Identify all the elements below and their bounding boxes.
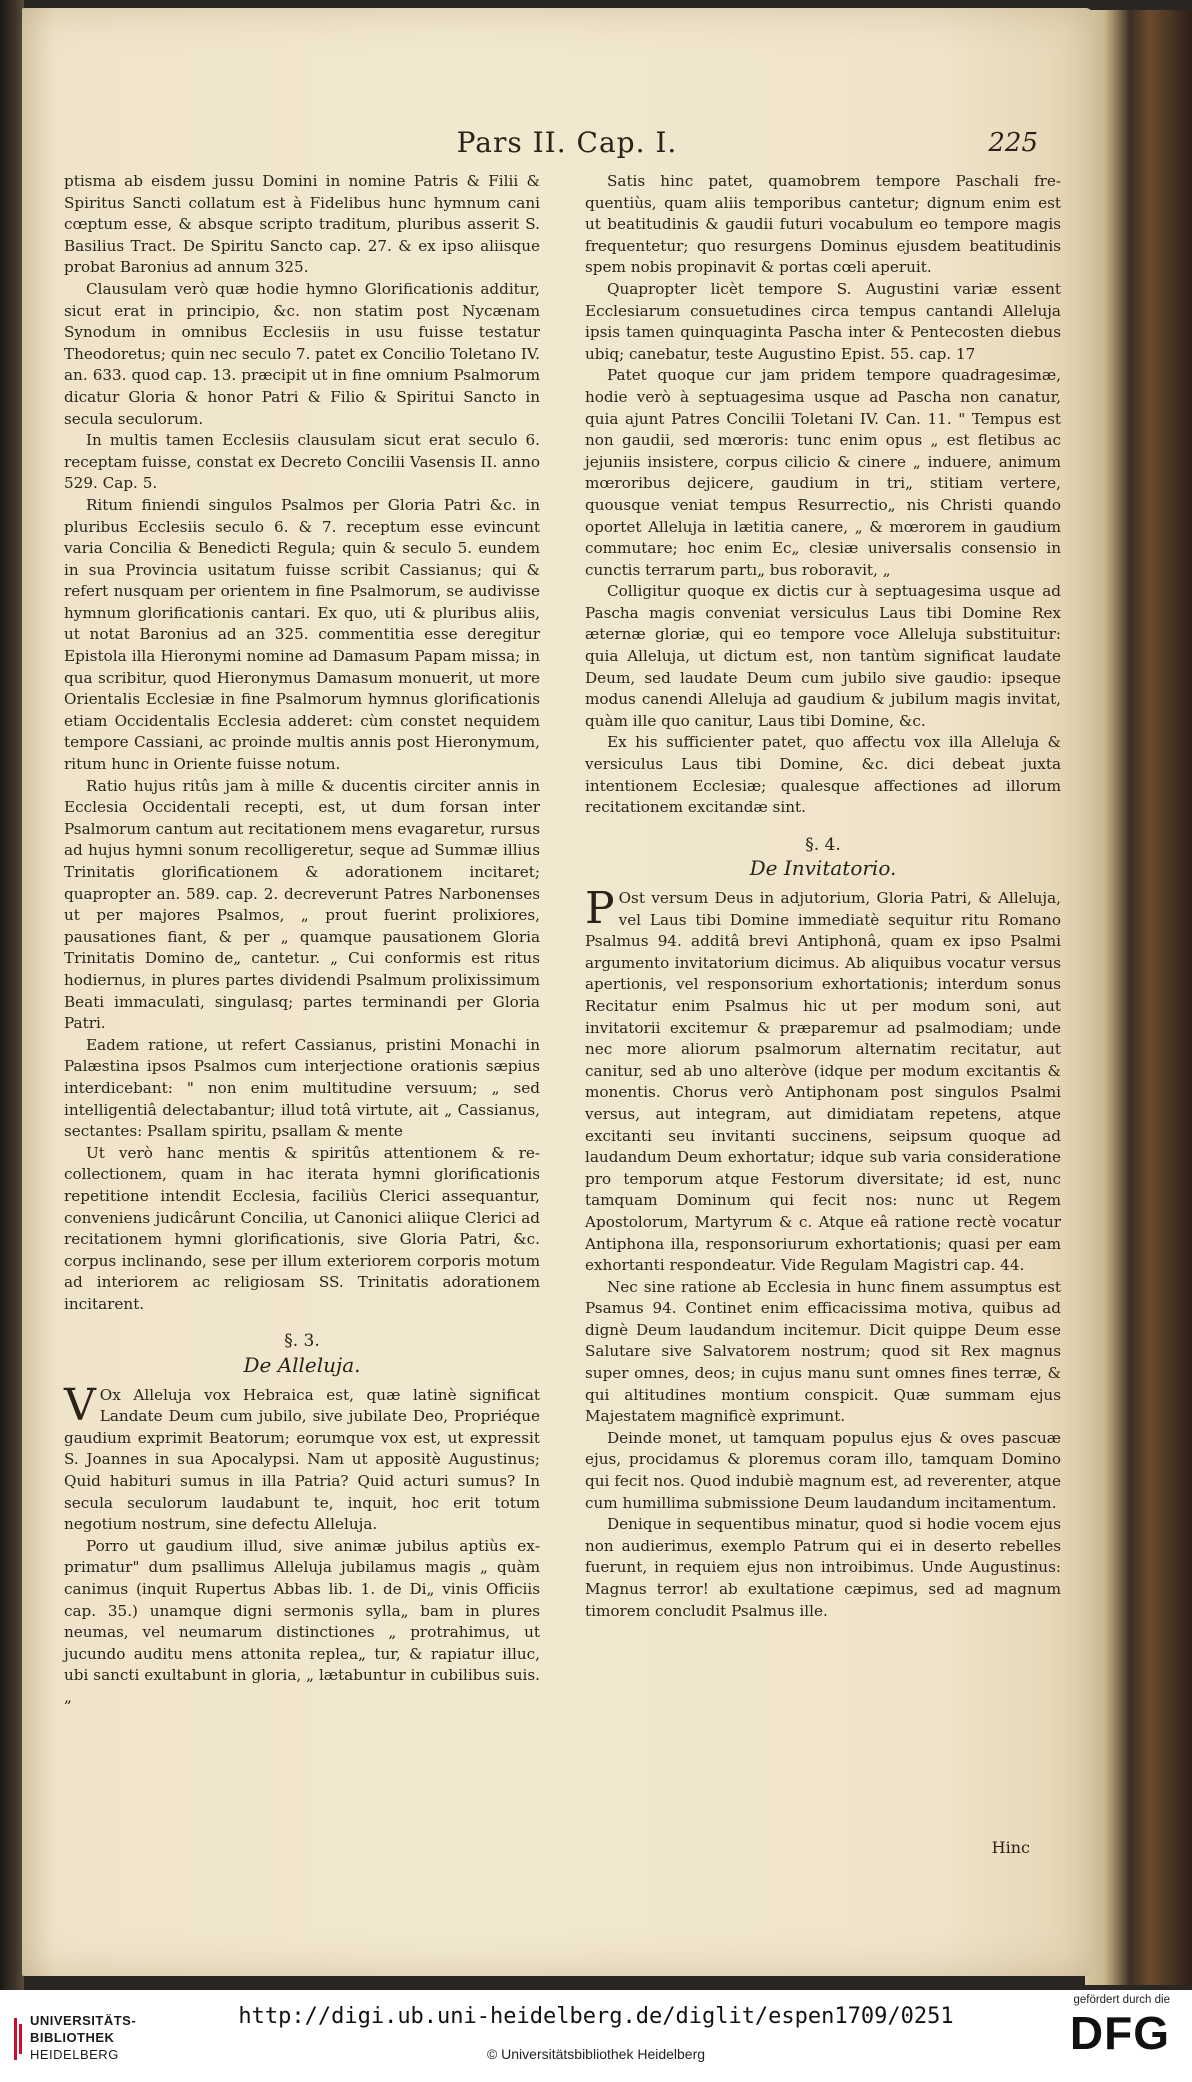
running-title: Pars II. Cap. I. [456, 126, 678, 159]
paragraph: Ratio hujus ritûs jam à mille & ducentis circiter annis in Ecclesia Occidentali recepti, est, ut dum forsan inter Psalmorum cantum aut recitationem mens evagaretur, rursus ad hujus hymni sonum recolligeretur, seque ad Summæ illius Trinitatis glorificationem & adorationem incitaret; quapropter an. 589. cap. 2. decreverunt Patres Narbonenses ut per majores Psalmos, „ prout fuerint prolixiores, pausationes fiant, & per „ quamque pausationem Gloria Trinitatis Domino de„ cantetur. „ Cui conformis est ritus hodiernus, in plures partes dividendi Psalmum prolixissimum Beati immaculati, singulasq; partes terminandi per Gloria Patri. [64, 776, 540, 1033]
running-head [82, 126, 1052, 166]
drop-cap: V [64, 1379, 96, 1431]
paragraph: Denique in sequentibus minatur, quod si hodie vocem ejus non audierimus, exemplo Patrum qui ei in deserto rebelles fuerunt, in requiem ejus non introibimus. Unde Augustinus: Magnus terror! ab exultatione cæpimus, sed ad magnum timorem concludit Psalmus ille. [585, 1515, 1061, 1620]
copyright-notice: © Universitätsbibliothek Heidelberg [486, 2046, 706, 2062]
paragraph: Porro ut gaudium illud, sive animæ jubilus aptiùs exprimatur" dum psallimus Alleluja jubilamus magis „ quàm canimus (inquit Rupertus Abbas lib. 1. de Di„ vinis Officiis cap. 35.) unamque digni sermonis sylla„ bam in plures neumas, vel neumarum distinctiones „ protrahimus, ut jucundo auditu mens attonita replea„ tur, & rapiatur illuc, ubi sancti exultabunt in gloria, „ lætabuntur in cubilibus suis. „ [64, 1536, 540, 1706]
catchword: Hinc [991, 1838, 1030, 1857]
paragraph: Patet quoque cur jam pridem tempore quadragesimæ, hodie verò à septuagesima usque ad Pascha non canatur, quia ajunt Patres Concilii Toletani IV. Can. 11. " Tempus est non gaudii, sed mœroris: tunc enim opus „ est fletibus ac jejuniis insistere, corpus cilicio & cinere „ induere, animum mœroribus dejicere, gaudium in tri„ stitiam vertere, quousque veniat tempus Resurrectio„ nis Christi quando oportet Alleluja in lætitia canere, „ & mœrorem in gaudium commutare; hoc enim Ec„ clesiæ universalis consensio in cunctis terrarum partı„ bus roboravit, „ [585, 366, 1061, 579]
paragraph-text: Ox Alleluja vox Hebraica est, quæ latinè significat Landate Deum cum jubilo, sive jubilate Deo, Propriéque gaudium exprimit Beatorum; eorumque vox est, ut expressit S. Joannes in sua Apocalypsi. Nam ut appositè Augustinus; Quid habituri sumus in illa Patria? Quid acturi sumus? In secula seculorum laudabunt te, inquit, hoc erit totum negotium nostrum, sine defectu Alleluja. [64, 1385, 540, 1534]
paragraph: Satis hinc patet, quamobrem tempore Paschali frequentiùs, quam aliis temporibus cantetur; dignum enim est ut beatitudinis & gaudii futuri vocabulum eo tempore magis frequentetur; quo resurgens Dominus ejusdem beatitudinis spem nobis propinavit & portas cœli aperuit. [585, 172, 1061, 277]
paragraph: Clausulam verò quæ hodie hymno Glorificationis additur, sicut erat in principio, &c. non statim post Nycænam Synodum in omnibus Ecclesiis in usu fuisse testatur Theodoretus; quin nec seculo 7. patet ex Concilio Toletano IV. an. 633. quod cap. 13. præcipit ut in fine omnium Psalmorum dicatur Gloria & honor Patri & Filio & Spiritui Sancto in secula seculorum. [64, 279, 540, 428]
book-page [22, 8, 1092, 1976]
footer [0, 1990, 1192, 2082]
paragraph: Eadem ratione, ut refert Cassianus, pristini Monachi in Palæstina ipsos Psalmos cum interjectione orationis sæpius interdicebant: " non enim multitudine versuum; „ sed intelligentiâ delectabantur; illud totâ virtute, ait „ Cassianus, sectantes: Psallam spiritu, psallam & mente [64, 1035, 540, 1141]
dfg-logo-icon: DFG [1069, 2007, 1170, 2059]
section-heading: De Alleluja. [243, 1353, 361, 1378]
paragraph: Colligitur quoque ex dictis cur à septuagesima usque ad Pascha magis conveniat versiculus Laus tibi Domine Rex æternæ gloriæ, qui eo tempore voce Alleluja substituitur: quia Alleluja, ut dictum est, non tantùm significat laudate Deum, sed laudate Deum cum jubilo sive gaudio: ipseque modus canendi Alleluja ad gaudium & jubilum magis invitat, quàm ille quo canitur, Laus tibi Domine, &c. [585, 582, 1061, 730]
permalink-url[interactable]: http://digi.ub.uni-heidelberg.de/diglit/espen1709/0251 [238, 2004, 954, 2029]
library-city: HEIDELBERG [30, 2047, 119, 2062]
page-number: 225 [988, 128, 1038, 158]
paragraph: Ex his sufficienter patet, quo affectu vox illa Alleluja & versiculus Laus tibi Domine, &c. dici debeat juxta intentionem Ecclesiæ; qualesque affectiones ad illorum recitationem excitandæ sint. [585, 733, 1061, 817]
book-spine [0, 0, 24, 1990]
library-line-2: BIBLIOTHEK [30, 2030, 115, 2045]
paragraph: In multis tamen Ecclesiis clausulam sicut erat seculo 6. receptam fuisse, constat ex Decreto Concilii Vasensis II. anno 529. Cap. 5. [64, 431, 540, 493]
library-line-1: UNIVERSITÄTS- [30, 2013, 137, 2028]
right-column [585, 171, 1061, 1622]
paragraph: ptisma ab eisdem jussu Domini in nomine Patris & Filii & Spiritus Sancti collatum est à Fidelibus hunc hymnum cani cœptum esse, & absque scripto traditum, pluribus asserit S. Basilius Tract. De Spiritu Sancto cap. 27. & ex ipso aliisque probat Baronius ad annum 325. [64, 172, 540, 277]
paragraph-text: Ost versum Deus in adjutorium, Gloria Patri, & Alleluja, vel Laus tibi Domine immediatè sequitur ritu Romano Psalmus 94. additâ brevi Antiphonâ, quam ex ipso Psalmi argumento invitatorium dicimus. Ab aliquibus vocatur versus apertionis, vel responsorium exhortationis; interdum sonus Recitatur enim Psalmus hic ut per modum soni, aut invitatorii excitemur & præparemur ad psalmodiam; unde nec more aliorum psalmorum alternatim recitatur, aut canitur, sed ab uno alteròve (idque per modum excitantis & monentis. Chorus verò Antiphonam post singulos Psalmi versus, aut integram, aut dimidiatam repetens, atque excitanti seu invitanti succinens, seipsum quoque ad laudandum Deum exhortatur; idque sub varia consideratione pro temporum atque Festorum diversitate; id est, nunc tamquam Dominum qui fecit nos: nunc ut Regem Apostolorum, Martyrum & c. Atque eâ ratione rectè vocatur Antiphona illa, responsoriurum exhortationis; quasi per eam exhortanti respondeatur. Vide Regulam Magistri cap. 44. [585, 889, 1061, 1275]
paragraph [585, 883, 1061, 1277]
drop-cap: P [585, 883, 615, 934]
section-number: §. 4. [805, 834, 841, 855]
paragraph [64, 1379, 540, 1536]
funded-by-label: gefördert durch die [1073, 1994, 1170, 2006]
paragraph: Nec sine ratione ab Ecclesia in hunc finem assumptus est Psamus 94. Continet enim efficacissima motiva, quibus ad dignè Deum laudandum incitemur. Dicit quippe Deum esse Salutare sive Salvatorem nostrum; quod sit Rex magnus super omnes, deos; in cujus manu sunt omnes fines terræ, & qui altitudines montium conspicit. Quæ summam ejus Majestatem magnificè exprimunt. [585, 1277, 1061, 1426]
paragraph: Ut verò hanc mentis & spiritûs attentionem & recollectionem, quam in hac iterata hymni glorificationis repetitione intendit Ecclesia, faciliùs Clerici assequantur, conveniens judicârunt Concilia, ut Canonici aliique Clerici ad recitationem hymni glorificationis, sive Gloria Patri, &c. corpus inclinando, sese per illum exteriorem corporis motum ad interiorem ac religiosam SS. Trinitatis adorationem incitarent. [64, 1143, 540, 1313]
book-edge [1085, 10, 1192, 1985]
paragraph: Ritum finiendi singulos Psalmos per Gloria Patri &c. in pluribus Ecclesiis seculo 6. & 7. receptum esse evincunt varia Concilia & Benedicti Regula; quin & seculo 5. eundem in sua Provincia usitatum fuisse scribit Cassianus; qui & refert nusquam per orientem in fine Psalmorum, se audivisse hymnum glorificationis cantari. Ex quo, uti & pluribus aliis, ut notat Baronius ad an 325. commentitia esse deregitur Epistola illa Hieronymi nomine ad Damasum Papam missa; in qua scribitur, quod Hieronymus Damasum monuerit, ut more Orientalis Ecclesiæ in fine Psalmorum hymnus glorificationis etiam Occidentalis Ecclesia adderet: cùm constet nequidem tempore Cassiani, ac proinde multis annis post Hieronymum, ritum hunc in Oriente fuisse notum. [64, 495, 540, 774]
paragraph: Quapropter licèt tempore S. Augustini variæ essent Ecclesiarum consuetudines circa tempus cantandi Alleluja ipsis tamen quinquaginta Pascha inter & Pentecosten diebus ubiq; canebatur, teste Augustino Epist. 55. cap. 17 [585, 279, 1061, 363]
section-number: §. 3. [284, 1331, 320, 1352]
section-heading: De Invitatorio. [749, 856, 897, 881]
funder-block[interactable] [1030, 1994, 1170, 2076]
paragraph: Deinde monet, ut tamquam populus ejus & oves pascuæ ejus, procidamus & ploremus coram illo, tamquam Domino qui fecit nos. Quod indubiè magnum est, ad reverenter, atque cum humillima submissione Deum laudandum incitamentum. [585, 1428, 1061, 1512]
left-column [64, 171, 540, 1709]
